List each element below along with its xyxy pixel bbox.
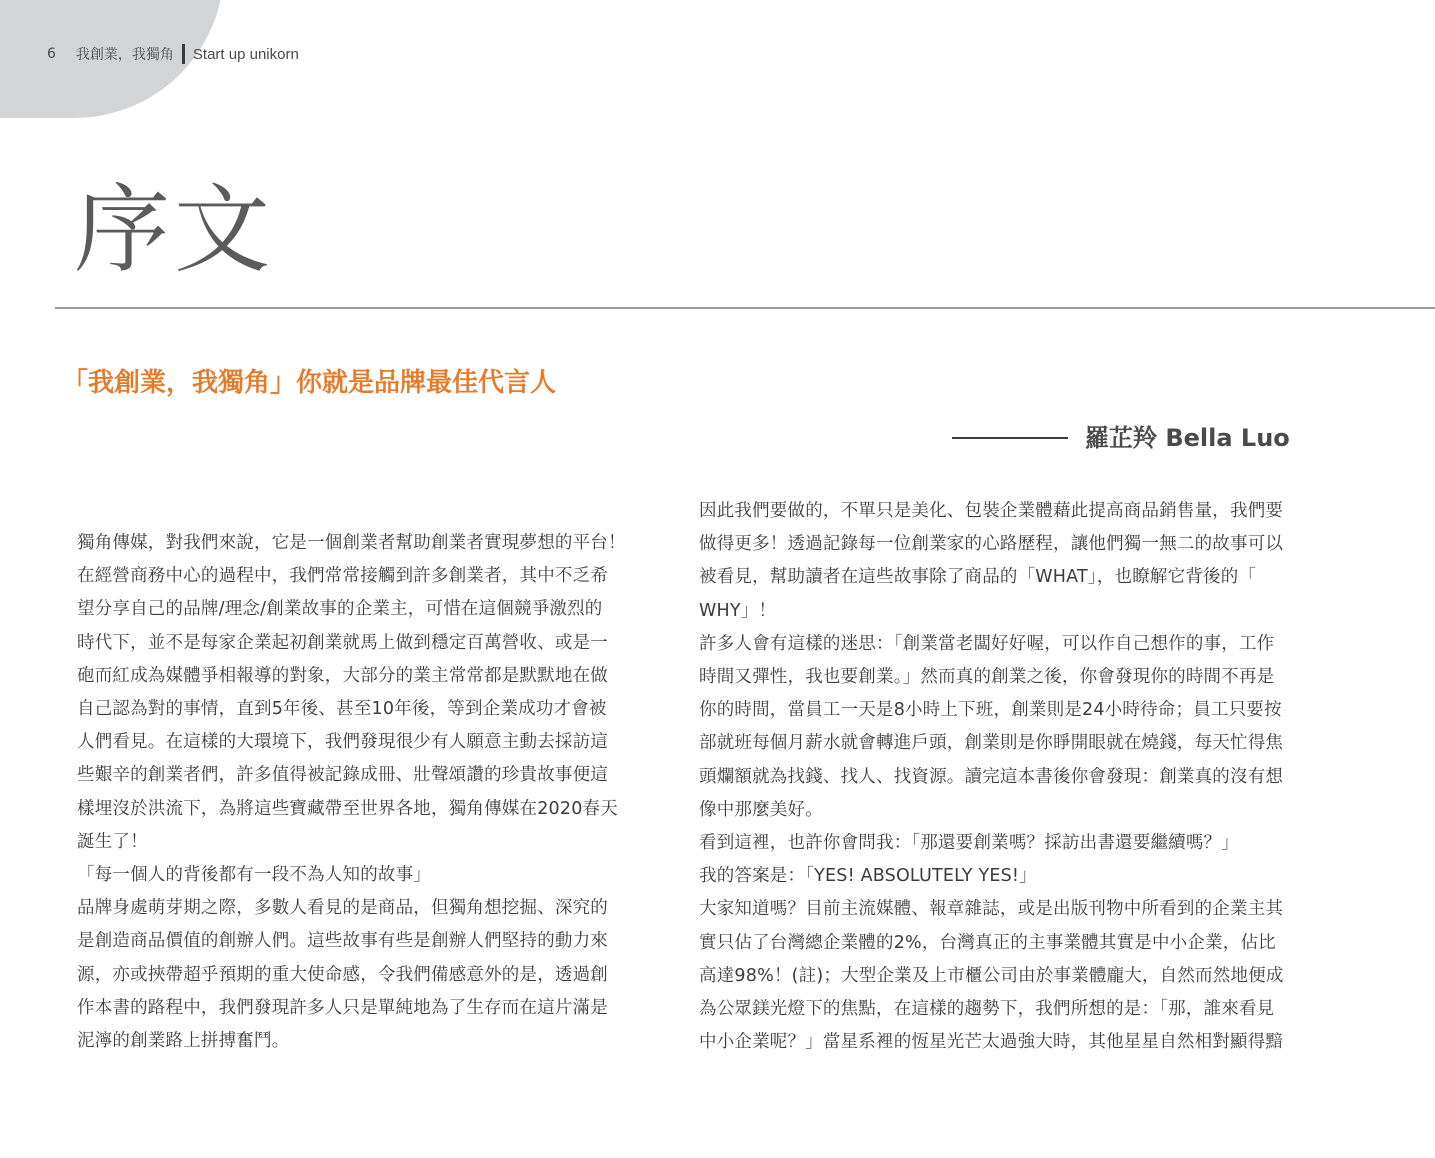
article-subtitle: 「我創業，我獨角」你就是品牌最佳代言人 <box>62 368 557 398</box>
quote-line: 「每一個人的背後都有一段不為人知的故事」 <box>77 865 431 886</box>
text-line: 許多人會有這樣的迷思：「創業當老闆好好喔，可以作自己想作的事，工作 <box>699 633 1275 654</box>
text-line: 高達98%！(註)；大型企業及上市櫃公司由於事業體龐大，自然而然地便成 <box>699 965 1284 986</box>
text-line: 看到這裡，也許你會問我：「那還要創業嗎？採訪出書還要繼續嗎？」 <box>699 833 1239 854</box>
text-line: 像中那麼美好。 <box>699 799 823 820</box>
text-line: 你的時間，當員工一天是8小時上下班，創業則是24小時待命；員工只要按 <box>699 700 1282 721</box>
page-title: 序文 <box>74 174 274 286</box>
text-line: 泥濘的創業路上拼搏奮鬥。 <box>77 1031 290 1052</box>
author-dash <box>952 437 1068 439</box>
author-name: 羅芷羚 Bella Luo <box>1085 424 1290 452</box>
text-line: 人們看見。在這樣的大環境下，我們發現很少有人願意主動去採訪這 <box>77 732 608 753</box>
text-line: 大家知道嗎？目前主流媒體、報章雜誌，或是出版刊物中所看到的企業主其 <box>699 899 1284 920</box>
title-divider <box>55 307 1435 309</box>
text-line: 些艱辛的創業者們，許多值得被記錄成冊、壯聲頌讚的珍貴故事便這 <box>77 765 608 786</box>
right-column <box>699 495 1284 1059</box>
text-line: 作本書的路程中，我們發現許多人只是單純地為了生存而在這片滿是 <box>77 997 608 1018</box>
text-line: 時間又彈性，我也要創業。」然而真的創業之後，你會發現你的時間不再是 <box>699 667 1275 688</box>
page-number: 6 <box>47 46 56 62</box>
text-line: 誕生了！ <box>77 831 148 852</box>
text-line: 品牌身處萌芽期之際，多數人看見的是商品，但獨角想挖掘、深究的 <box>77 898 608 919</box>
text-line: 我的答案是：「YES! ABSOLUTELY YES!」 <box>699 866 1037 887</box>
text-line: 實只佔了台灣總企業體的2%，台灣真正的主事業體其實是中小企業，佔比 <box>699 932 1276 953</box>
text-line: 樣埋沒於洪流下，為將這些寶藏帶至世界各地，獨角傳媒在2020春天 <box>77 798 618 819</box>
text-line: 望分享自己的品牌/理念/創業故事的企業主，可惜在這個競爭激烈的 <box>77 599 603 620</box>
text-line: 自己認為對的事情，直到5年後、甚至10年後，等到企業成功才會被 <box>77 699 607 720</box>
text-line: 源，亦或挾帶超乎預期的重大使命感，令我們備感意外的是，透過創 <box>77 964 608 985</box>
series-title: Start up unikorn <box>192 45 299 63</box>
text-line: 中小企業呢？」當星系裡的恆星光芒太過強大時，其他星星自然相對顯得黯 <box>699 1032 1284 1053</box>
text-line: 做得更多！透過記錄每一位創業家的心路歷程，讓他們獨一無二的故事可以 <box>699 534 1284 555</box>
text-line: 因此我們要做的，不單只是美化、包裝企業體藉此提高商品銷售量，我們要 <box>699 501 1284 521</box>
section-title: 我創業，我獨角 <box>75 47 174 63</box>
text-line: 在經營商務中心的過程中，我們常常接觸到許多創業者，其中不乏希 <box>77 566 608 587</box>
text-line: WHY」！ <box>699 600 777 621</box>
text-line: 砲而紅成為媒體爭相報導的對象，大部分的業主常常都是默默地在做 <box>77 665 608 686</box>
text-line: 頭爛額就為找錢、找人、找資源。讀完這本書後你會發現：創業真的沒有想 <box>699 766 1284 787</box>
text-line: 部就班每個月薪水就會轉進戶頭，創業則是你睜開眼就在燒錢，每天忙得焦 <box>699 733 1284 754</box>
text-line: 是創造商品價值的創辦人們。這些故事有些是創辦人們堅持的動力來 <box>77 931 608 952</box>
text-line: 獨角傳媒，對我們來說，它是一個創業者幫助創業者實現夢想的平台！ <box>77 533 626 553</box>
left-column <box>77 527 652 1058</box>
running-header <box>47 42 299 66</box>
text-line: 為公眾鎂光燈下的焦點，在這樣的趨勢下，我們所想的是：「那，誰來看見 <box>699 999 1275 1020</box>
text-line: 被看見，幫助讀者在這些故事除了商品的「WHAT」，也瞭解它背後的「 <box>699 567 1257 588</box>
text-line: 時代下，並不是每家企業起初創業就馬上做到穩定百萬營收、或是一 <box>77 632 608 653</box>
header-divider <box>182 44 185 64</box>
